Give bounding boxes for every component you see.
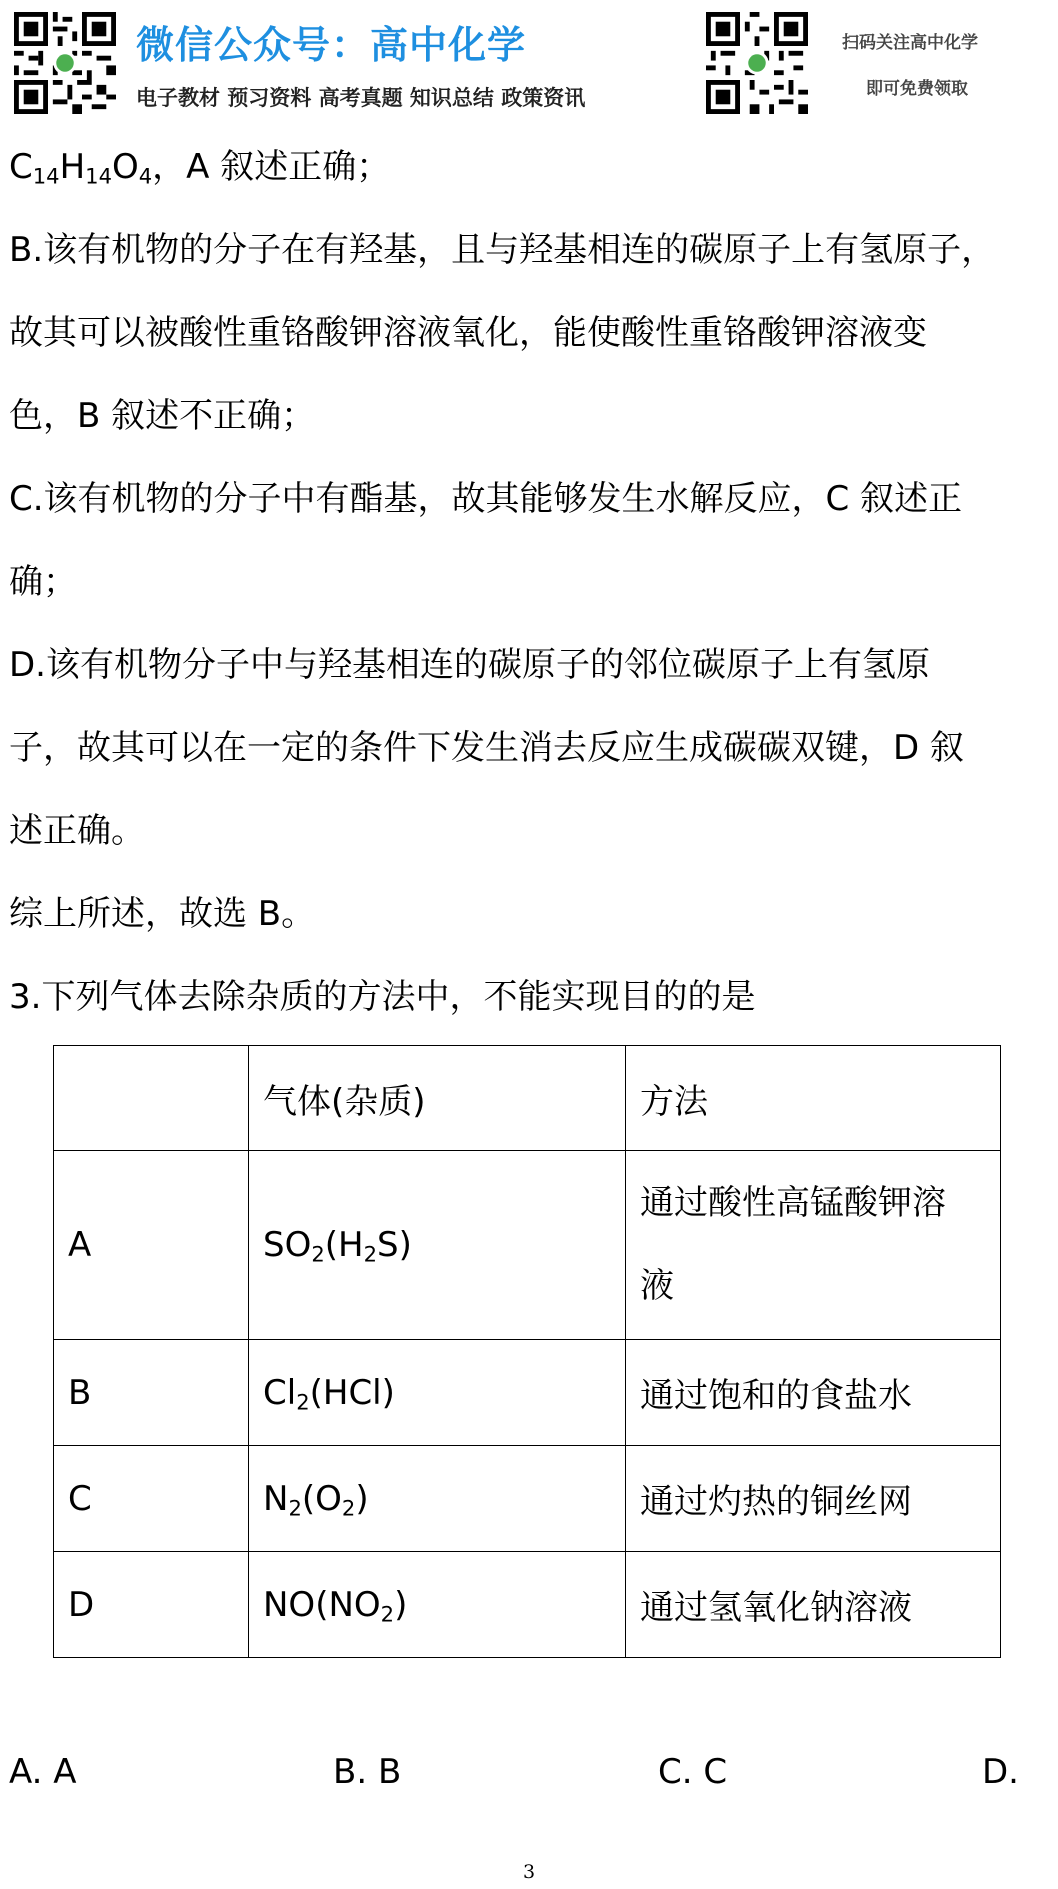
table-header-cell: 方法 — [626, 1046, 1001, 1151]
option-c-explanation-2: 确； — [9, 562, 77, 602]
option-d-explanation-2: 子，故其可以在一定的条件下发生消去反应生成碳碳双键，D 叙 — [9, 728, 964, 768]
qr-code-icon — [14, 12, 116, 114]
row-label: B — [54, 1340, 249, 1446]
free-hint: 即可免费领取 — [866, 79, 968, 99]
scan-hint: 扫码关注高中化学 — [842, 33, 978, 53]
method-cell: 通过酸性高锰酸钾溶 液 — [626, 1151, 1001, 1340]
table-row — [54, 1340, 1001, 1446]
page-number: 3 — [522, 1861, 536, 1883]
gas-impurity: $SO_2(H_2S)$ — [249, 1151, 626, 1340]
table-row — [54, 1552, 1001, 1658]
question-stem: 3.下列气体去除杂质的方法中，不能实现目的的是 — [9, 977, 756, 1017]
option-d[interactable]: D. — [982, 1752, 1019, 1792]
row-label: A — [54, 1151, 249, 1340]
gas-impurity: $Cl_2(HCl)$ — [249, 1340, 626, 1446]
method-cell: 通过氢氧化钠溶液 — [626, 1552, 1001, 1658]
option-c-explanation-1: C.该有机物的分子中有酯基，故其能够发生水解反应，C 叙述正 — [9, 479, 963, 519]
option-d-explanation-1: D.该有机物分子中与羟基相连的碳原子的邻位碳原子上有氢原 — [9, 645, 930, 685]
summary-line: 综上所述，故选 B。 — [9, 894, 316, 934]
brand-subtitle: 电子教材 预习资料 高考真题 知识总结 政策资讯 — [136, 86, 586, 110]
gas-impurity: $NO(NO_2)$ — [249, 1552, 626, 1658]
table-header-row — [54, 1046, 1001, 1151]
row-label: D — [54, 1552, 249, 1658]
option-c[interactable]: C. C — [658, 1752, 728, 1792]
qr-code-icon-right — [706, 12, 808, 114]
option-b[interactable]: B. B — [333, 1752, 402, 1792]
table-header-cell — [54, 1046, 249, 1151]
table-row — [54, 1446, 1001, 1552]
table-header-cell: 气体(杂质) — [249, 1046, 626, 1151]
method-cell: 通过饱和的食盐水 — [626, 1340, 1001, 1446]
option-d-explanation-3: 述正确。 — [9, 811, 145, 851]
table-row — [54, 1151, 1001, 1340]
brand-title: 微信公众号：高中化学 — [136, 23, 527, 67]
gas-impurity: $N_2(O_2)$ — [249, 1446, 626, 1552]
option-b-explanation-2: 故其可以被酸性重铬酸钾溶液氧化，能使酸性重铬酸钾溶液变 — [9, 313, 927, 353]
formula: $C_{14}H_{14}O_4$ — [9, 147, 153, 189]
question-table — [53, 1045, 1001, 1658]
formula-line — [9, 126, 1048, 209]
row-label: C — [54, 1446, 249, 1552]
option-b-explanation-1: B.该有机物的分子在有羟基，且与羟基相连的碳原子上有氢原子， — [9, 230, 996, 270]
page-header — [0, 0, 1058, 125]
option-b-explanation-3: 色，B 叙述不正确； — [9, 396, 316, 436]
method-cell: 通过灼热的铜丝网 — [626, 1446, 1001, 1552]
option-a[interactable]: A. A — [9, 1752, 77, 1792]
formula-line-tail: ，A 叙述正确； — [152, 147, 391, 187]
